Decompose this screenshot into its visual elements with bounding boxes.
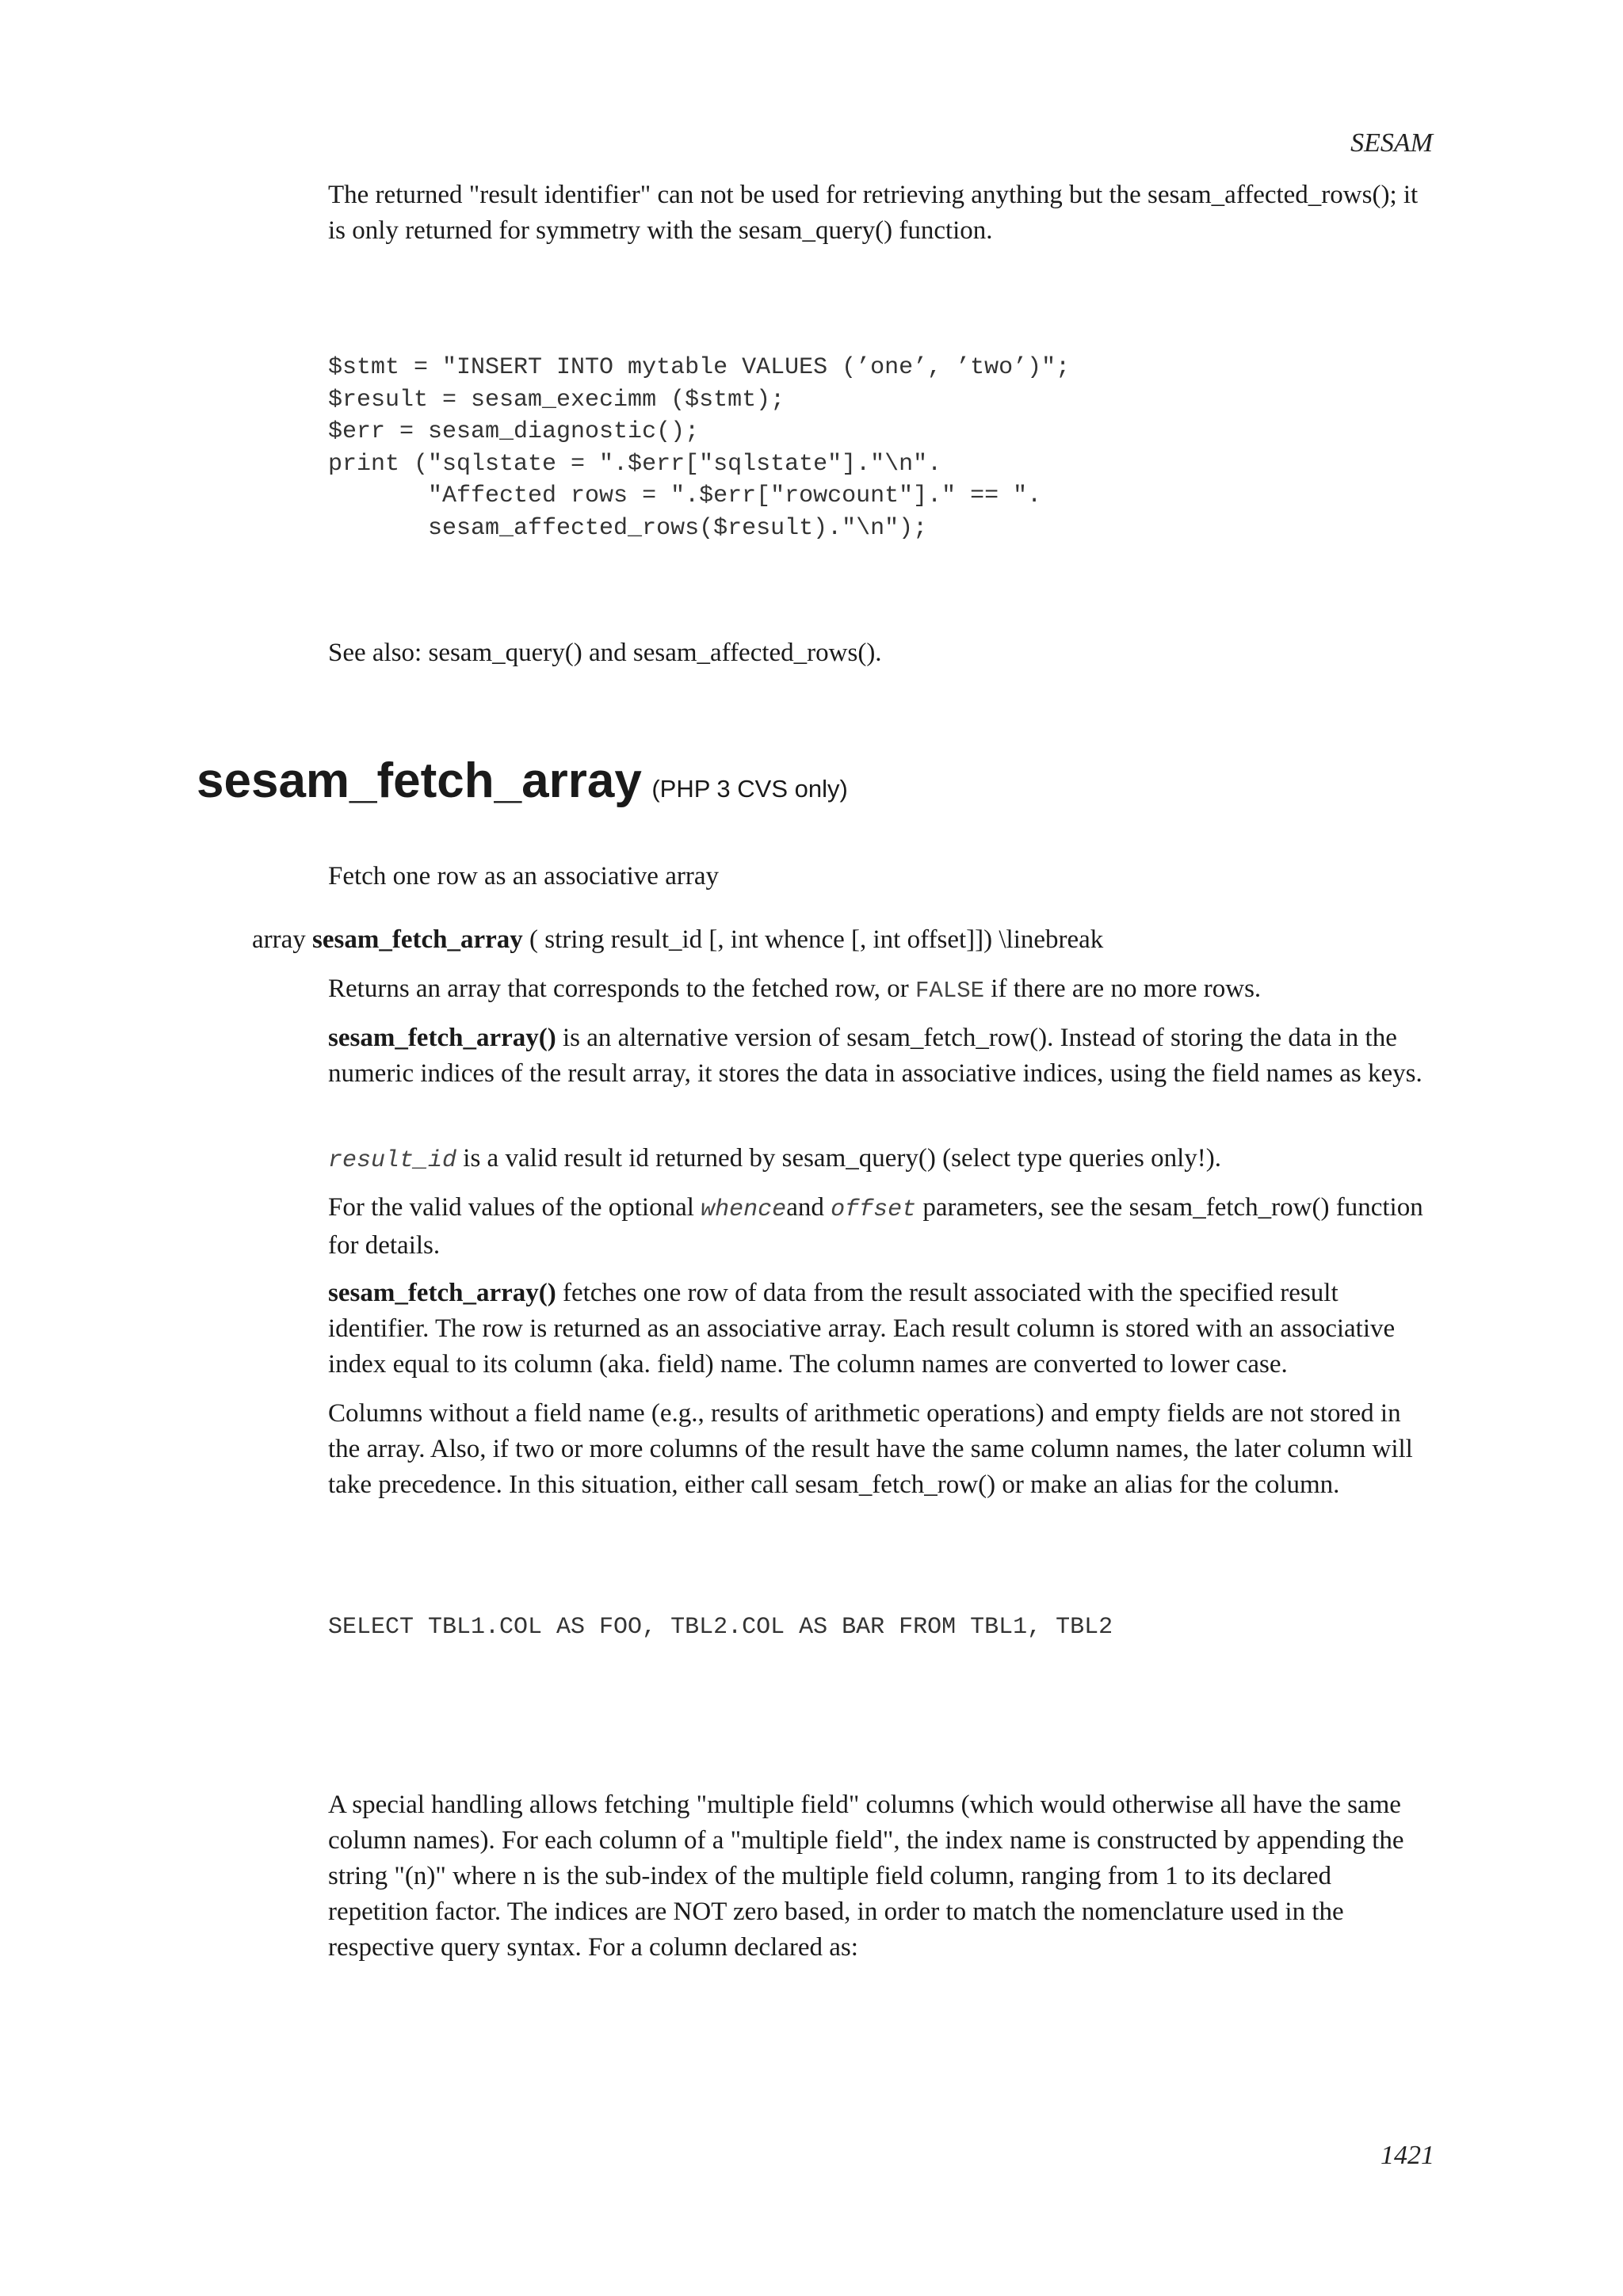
param-whence: whence [701, 1196, 787, 1223]
description-text: is a valid result id returned by sesam_query() (select type queries only!). [456, 1144, 1221, 1173]
description-fetch-row [328, 1276, 1433, 1383]
description-text: fetches one row of data from the result associated with the specified result identifier. The row is returned as an associative array. Each result column is stored with an associative index equal to its column (aka. field) name. The column names are converted to lower case. [328, 1279, 1396, 1379]
param-result-id: result_id [328, 1147, 457, 1174]
returns-after: if there are no more rows. [984, 974, 1262, 1003]
function-heading [197, 753, 848, 809]
function-version: (PHP 3 CVS only) [651, 775, 848, 803]
running-header: SESAM [1350, 128, 1433, 158]
description-text: For the valid values of the optional [328, 1193, 701, 1222]
description-columns-without-name: Columns without a field name (e.g., results of arithmetic operations) and empty fields are not stored in the array. Also, if two or more columns of the result have the same column names, the later column will take precedence. In this situation, either call sesam_fetch_row() or make an alias for the column. [328, 1399, 1413, 1499]
synopsis-function-name: sesam_fetch_array [312, 925, 523, 954]
function-name: sesam_fetch_array [197, 753, 642, 808]
code-example-execimm: $stmt = "INSERT INTO mytable VALUES (’one’, ’two’)"; $result = sesam_execimm ($stmt); $err = sesam_diagnostic(); print ("sqlstate = ".$err["sqlstate"]."\n". "Affected rows = ".$err["rowcount"]." == ". sesam_affected_rows($result)."\n"); [328, 354, 1071, 542]
function-synopsis [252, 922, 1103, 958]
description-multiple-field: A special handling allows fetching "multiple field" columns (which would otherwise all have the same column names). For each column of a "multiple field", the index name is constructed by appending the string "(n)" where n is the sub-index of the multiple field column, ranging from 1 to its declared repetition factor. The indices are NOT zero based, in order to match the nomenclature used in the respective query syntax. For a column declared as: [328, 1791, 1404, 1962]
description-result-id [328, 1141, 1433, 1179]
returns-paragraph [328, 971, 1433, 1009]
param-offset: offset [831, 1196, 917, 1223]
see-also: See also: sesam_query() and sesam_affected_rows(). [328, 639, 882, 667]
description-alternative-version [328, 1020, 1433, 1092]
description-whence-offset [328, 1190, 1433, 1264]
description-text: and [786, 1193, 831, 1222]
code-example-select: SELECT TBL1.COL AS FOO, TBL2.COL AS BAR FROM TBL1, TBL2 [328, 1614, 1113, 1641]
function-purpose: Fetch one row as an associative array [328, 862, 719, 891]
synopsis-return-type: array [252, 925, 306, 954]
function-ref-bold: sesam_fetch_array() [328, 1024, 556, 1052]
function-ref-bold: sesam_fetch_array() [328, 1279, 556, 1307]
description-text: is an alternative version of sesam_fetch_row(). Instead of storing the data in the numeric indices of the result array, it stores the data in associative indices, using the field names as keys. [328, 1024, 1423, 1088]
false-literal: FALSE [915, 978, 985, 1004]
intro-paragraph: The returned "result identifier" can not be used for retrieving anything but the sesam_affected_rows(); it is only returned for symmetry with the sesam_query() function. [328, 181, 1419, 245]
synopsis-params: ( string result_id [, int whence [, int offset]]) \linebreak [529, 925, 1104, 954]
description-text: parameters, see the sesam_fetch_row() function for details. [328, 1193, 1423, 1260]
page-number: 1421 [1381, 2141, 1434, 2170]
returns-before: Returns an array that corresponds to the fetched row, or [328, 974, 916, 1003]
